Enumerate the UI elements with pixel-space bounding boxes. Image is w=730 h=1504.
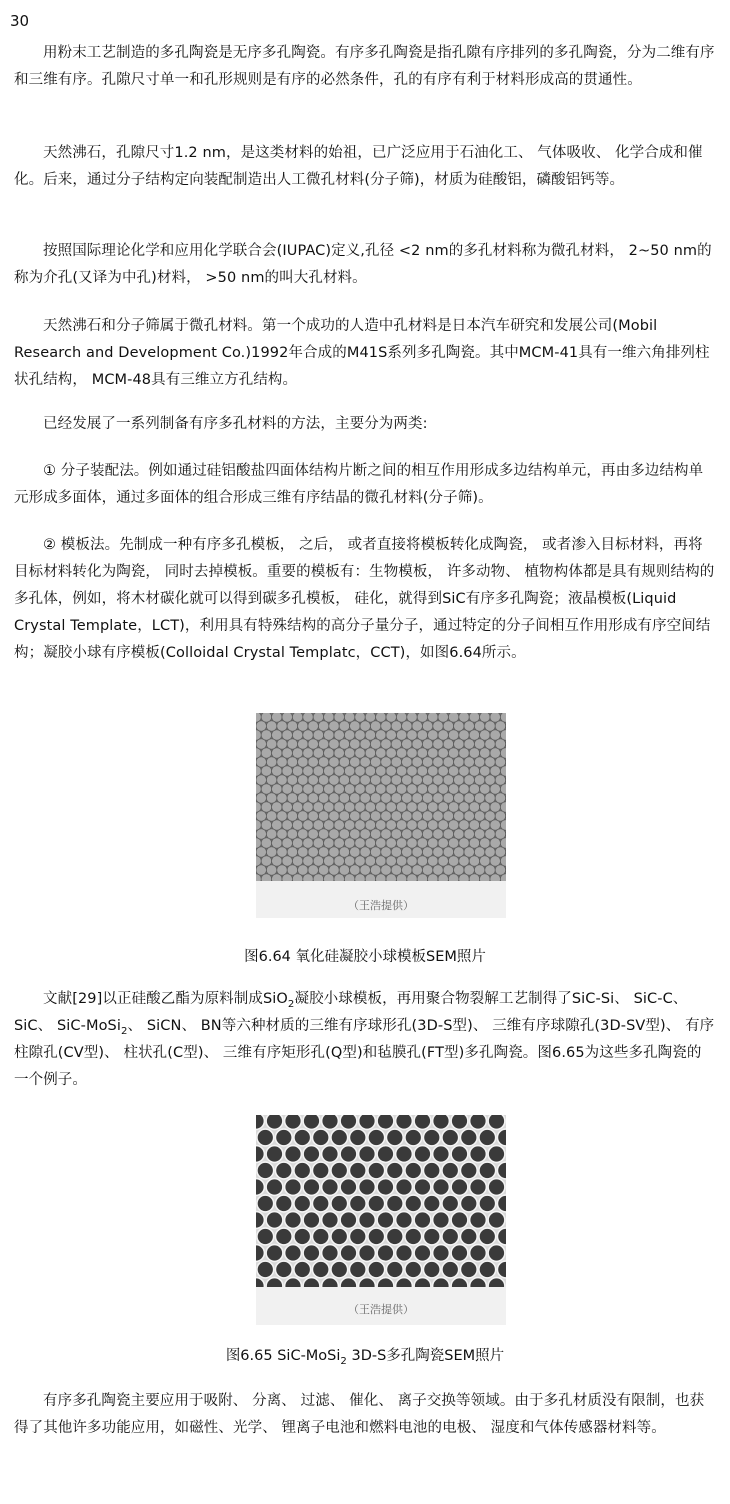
paragraph-template-method: ② 模板法。先制成一种有序多孔模板， 之后， 或者直接将模板转化成陶瓷， 或者渗入目标材料，再将目标材料转化为陶瓷， 同时去掉模板。重要的模板有：生物模板， 许多动物、 植物构体都是具有规则结构的多孔体，例如，将木材碳化就可以得到碳多孔模板， 硅化，就得到SiC有序多孔陶瓷；液晶模板(Liquid Crystal Template，LCT)，利用具有特殊结构的高分子量分子，通过特定的分子间相互作用形成有序空间结构；凝胶小球有序模板(Colloidal Crystal Templatc，CCT)，如图6.64所示。 (14, 537, 715, 661)
paragraph-zeolite: 天然沸石，孔隙尺寸1.2 nm，是这类材料的始祖，已广泛应用于石油化工、 气体吸收、 化学合成和催化。后来，通过分子结构定向装配制造出人工微孔材料(分子筛)，材质为硅酸铝，磷酸铝钙等。 (14, 145, 703, 188)
page-number: 30 (10, 12, 30, 30)
figure-caption: 图6.64 氧化硅凝胶小球模板SEM照片 (244, 949, 486, 965)
figure-silica-sem-photo (256, 713, 506, 918)
figure-caption: 图6.65 SiC-MoSi$_2$ 3D-S多孔陶瓷SEM照片 (225, 1348, 505, 1367)
paragraph-ordered-porous-intro: 用粉末工艺制造的多孔陶瓷是无序多孔陶瓷。有序多孔陶瓷是指孔隙有序排列的多孔陶瓷，分为二维有序和三维有序。孔隙尺寸单一和孔形规则是有序的必然条件，孔的有序有利于材料形成高的贯通性。 (14, 45, 715, 88)
paragraph-molecular-assembly: ① 分子装配法。例如通过硅铝酸盐四面体结构片断之间的相互作用形成多边结构单元，再由多边结构单元形成多面体，通过多面体的组合形成三维有序结晶的微孔材料(分子筛)。 (14, 463, 704, 506)
paragraph-literature-29: 文献[29]以正硅酸乙酯为原料制成SiO$_2$凝胶小球模板，再用聚合物裂解工艺制得了SiC-Si、 SiC-C、 SiC、 SiC-MoSi$_2$、 SiCN、 BN等六种材质的三维有序球形孔(3D-S型)、 三维有序球隙孔(3D-SV型)、 有序柱隙孔(CV型)、 柱状孔(C型)、 三维有序矩形孔(Q型)和毡膜孔(FT型)多孔陶瓷。图6.65为这些多孔陶瓷的一个例子。 (14, 991, 715, 1088)
paragraph-applications: 有序多孔陶瓷主要应用于吸附、 分离、 过滤、 催化、 离子交换等领域。由于多孔材质没有限制，也获得了其他许多功能应用，如磁性、光学、 锂离子电池和燃料电池的电极、 湿度和气体传感器材料等。 (14, 1393, 705, 1436)
figure-credit: （王浩提供） (348, 1303, 414, 1316)
paragraph-methods: 已经发展了一系列制备有序多孔材料的方法，主要分为两类: (43, 416, 428, 432)
porous-ceramic-sem-image (256, 1115, 506, 1287)
paragraph-mesoporous: 天然沸石和分子筛属于微孔材料。第一个成功的人造中孔材料是日本汽车研究和发展公司(Mobil Research and Development Co.)1992年合成的M41S系列多孔陶瓷。其中MCM-41具有一维六角排列柱状孔结构， MCM-48具有三维立方孔结构。 (14, 318, 710, 388)
figure-sic-mosi2-sem-photo (256, 1115, 506, 1325)
silica-sphere-sem-image (256, 713, 506, 881)
paragraph-iupac-definition: 按照国际理论化学和应用化学联合会(IUPAC)定义,孔径 <2 nm的多孔材料称为微孔材料， 2~50 nm的称为介孔(又译为中孔)材料， >50 nm的叫大孔材料。 (14, 243, 712, 286)
figure-credit: （王浩提供） (348, 899, 414, 912)
